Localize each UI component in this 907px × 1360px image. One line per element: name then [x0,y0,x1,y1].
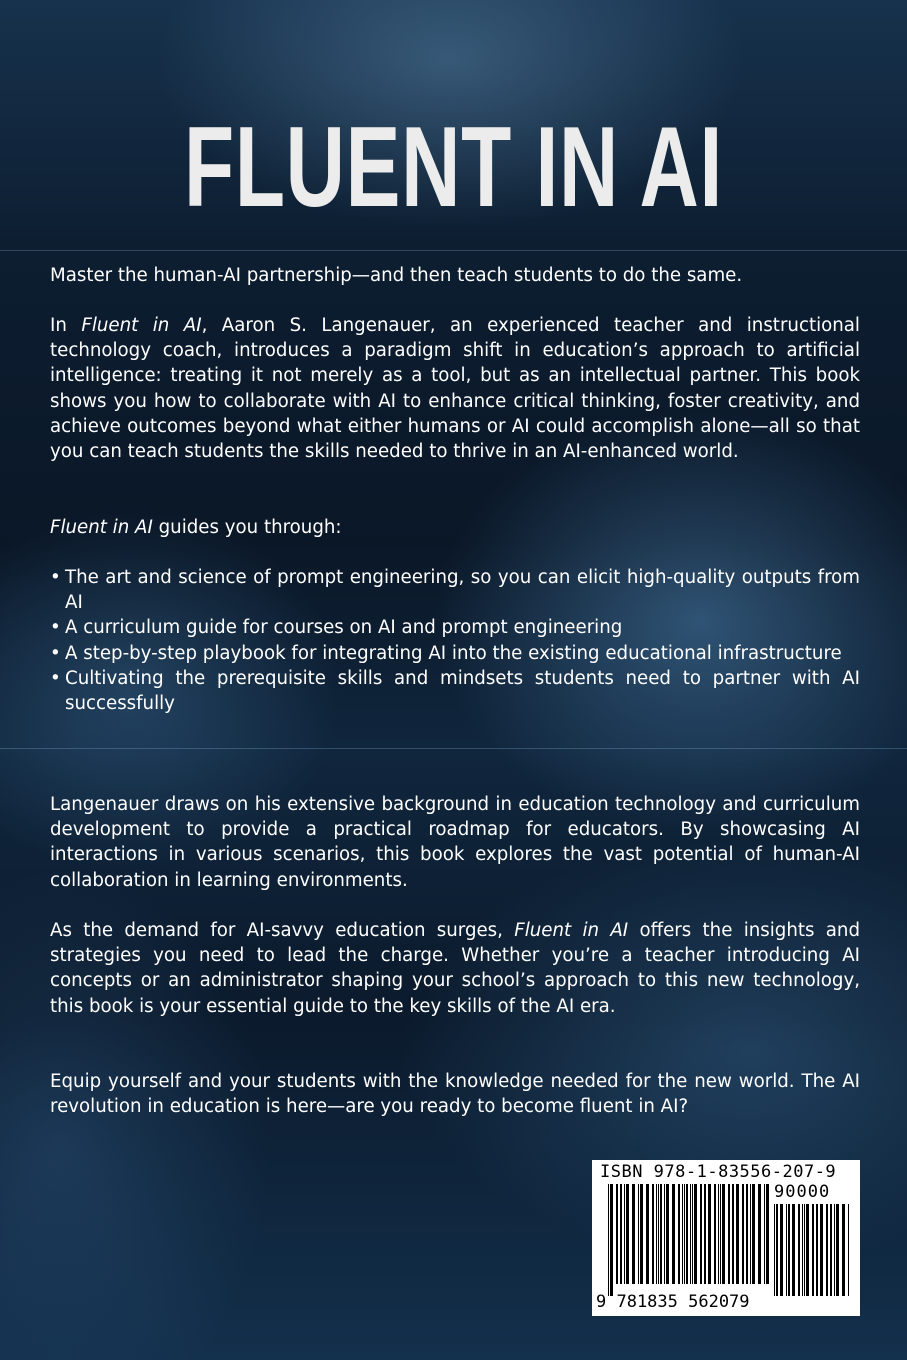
barcode-bar [786,1204,787,1296]
barcode-bar [820,1204,823,1296]
barcode-bar [732,1184,734,1284]
barcode-bar [714,1184,716,1284]
barcode-bar [842,1204,845,1296]
barcode-bar [758,1184,761,1284]
barcode-bar [746,1184,748,1284]
barcode-bar [816,1204,818,1296]
barcode-bar [678,1184,680,1284]
barcode-bar [776,1204,778,1296]
barcode-bar [640,1184,643,1284]
barcode-bar [812,1204,814,1296]
barcode-bar [780,1204,783,1296]
barcode-bar [830,1204,832,1296]
addon-barcode-bars [774,1204,852,1296]
barcode-bar [704,1184,706,1284]
barcode-bar [694,1184,697,1284]
list-item-text: Cultivating the prerequisite skills and mindsets students need to partner with AI successfully [65,667,860,715]
list-item [50,615,860,640]
intro-paragraph [50,313,860,464]
barcode-bar [708,1184,711,1284]
barcode-bar [722,1184,725,1284]
barcode-bar [616,1184,618,1284]
barcode-bar [692,1184,693,1284]
barcode-bars [608,1184,770,1296]
barcode-bar [764,1184,765,1284]
feature-list [50,565,860,716]
barcode-bar [836,1204,839,1296]
barcode-bar [626,1184,629,1284]
guides-heading [50,515,860,540]
price-code: 90000 [774,1182,831,1202]
barcode-bar [798,1204,800,1296]
intro-lead: In [50,315,82,336]
barcode-bar [700,1184,702,1284]
barcode-bar [804,1204,805,1296]
barcode-bar [608,1184,609,1296]
barcode-bar [802,1204,803,1296]
barcode-bar [638,1184,639,1284]
list-item-text: A step-by-step playbook for integrating AI into the existing educational infrastructure [65,642,842,664]
barcode-bar [664,1184,665,1284]
bullet-icon: • [50,667,61,689]
guides-rest: guides you through: [152,517,342,538]
demand-body: offers the insights and strategies you need to lead the charge. Whether you’re a teacher introducing AI concepts or an administrator shaping your school’s approach to this new technology, this book is your essential guide to the key skills of the AI era. [50,920,861,1017]
list-item [50,565,860,615]
intro-book-title: Fluent in AI [81,315,202,336]
barcode-bar [672,1184,675,1284]
list-item [50,666,860,716]
bullet-icon: • [50,617,61,639]
barcode-bar [620,1184,622,1284]
barcode-bar [848,1204,849,1296]
barcode-bar [752,1184,755,1284]
barcode-bar [792,1204,795,1296]
book-title: FLUENT IN AI [183,104,724,231]
barcode-bar [666,1184,669,1284]
barcode-bar [788,1204,790,1296]
barcode-bar [742,1184,744,1284]
barcode-bar [806,1204,809,1296]
isbn-digits: 9 781835 562079 [596,1292,750,1312]
guides-book-title: Fluent in AI [50,517,153,538]
demand-paragraph [50,918,860,1019]
isbn-label: ISBN 978-1-83556-207-9 [600,1162,837,1182]
list-item [50,641,860,666]
bullet-icon: • [50,642,61,664]
decorative-light-streak [0,250,907,251]
demand-book-title: Fluent in AI [514,920,629,941]
barcode-bar [686,1184,688,1284]
barcode-bar [682,1184,683,1284]
list-item-text: A curriculum guide for courses on AI and prompt engineering [65,617,623,639]
barcode-bar [632,1184,635,1284]
barcode-bar [646,1184,649,1284]
barcode-bar [658,1184,659,1284]
tagline: Master the human-AI partnership—and then teach students to do the same. [50,265,743,286]
list-item-text: The art and science of prompt engineering, so you can elicit high-quality outputs from AI [65,567,860,614]
barcode-bar [826,1204,828,1296]
barcode-bar [774,1204,775,1296]
barcode-bar [684,1184,685,1284]
decorative-light-streak [0,748,907,749]
demand-lead: As the demand for AI-savvy education surges, [50,920,515,941]
barcode-bar [718,1184,719,1284]
barcode-bar [750,1184,751,1284]
isbn-barcode [592,1160,860,1316]
barcode-bar [656,1184,657,1284]
barcode-bar [624,1184,625,1284]
bullet-icon: • [50,567,61,588]
barcode-bar [720,1184,721,1284]
barcode-bar [652,1184,654,1284]
barcode-bar [834,1204,835,1296]
barcode-bar [660,1184,662,1284]
barcode-bar [736,1184,739,1284]
barcode-bar [766,1184,769,1284]
background-paragraph: Langenauer draws on his extensive background in education technology and curriculum development to provide a practical roadmap for educators. By showcasing AI interactions in various scenarios, this book explores the vast potential of human-AI collaboration in learning environments. [50,794,860,891]
closing-paragraph: Equip yourself and your students with the knowledge needed for the new world. The AI revolution in education is here—are you ready to become fluent in AI? [50,1071,860,1118]
barcode-bar [610,1184,613,1296]
intro-body: , Aaron S. Langenauer, an experienced teacher and instructional technology coach, introduces a paradigm shift in education’s approach to artificial intelligence: treating it not merely as a tool, but as an intellectual partner. This book shows you how to collaborate with AI to enhance critical thinking, foster creativity, and achieve outcomes beyond what either humans or AI could accomplish alone—all so that you can teach students the skills needed to thrive in an AI-enhanced world. [50,315,860,463]
barcode-bar [728,1184,730,1284]
barcode-bar [690,1184,691,1284]
